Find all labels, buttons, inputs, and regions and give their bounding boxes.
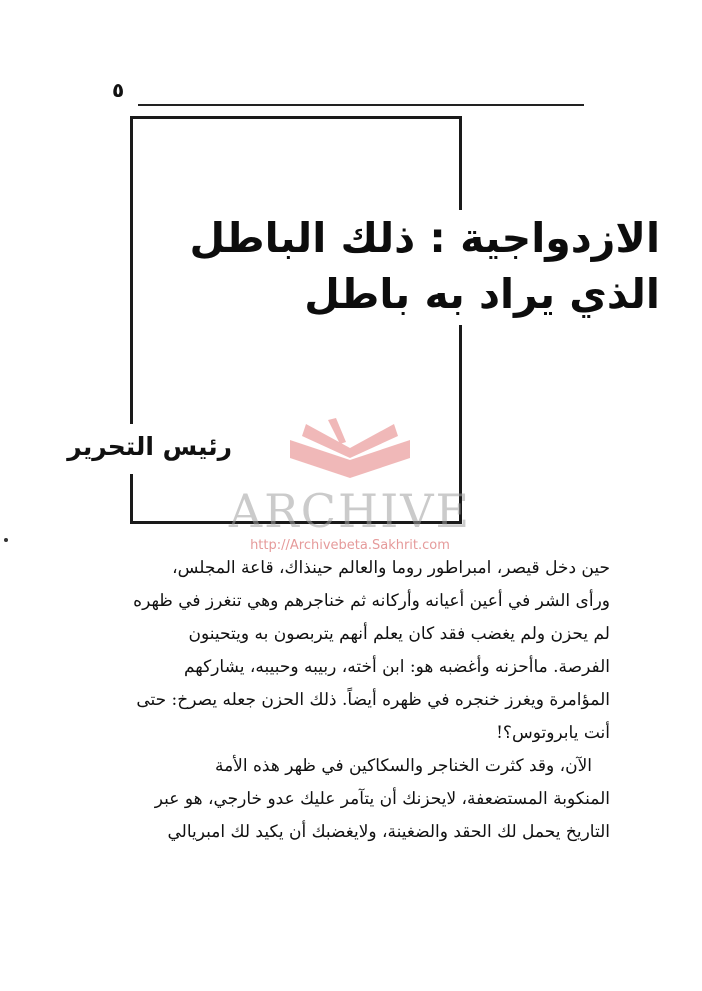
article-body (74, 552, 610, 849)
author-block (36, 424, 232, 474)
watermark-title: ARCHIVE (228, 484, 472, 538)
body-line: الآن، وقد كثرت الخناجر والسكاكين في ظهر هذه الأمة (214, 756, 592, 776)
body-line: المؤامرة ويغرز خنجره في ظهره أيضاً. ذلك الحزن جعله يصرخ: حتى (136, 690, 610, 710)
body-line: أنت يابروتوس؟! (496, 723, 610, 743)
article-title-block (189, 210, 660, 325)
body-line: التاريخ يحمل لك الحقد والضغينة، ولايغضبك أن يكيد لك امبريالي (167, 822, 610, 842)
article-title-line-2: الذي يراد به باطل (304, 270, 660, 318)
body-line: لم يحزن ولم يغضب فقد كان يعلم أنهم يتربصون به ويتحينون (188, 624, 610, 644)
top-rule (138, 104, 584, 106)
body-line: المنكوبة المستضعفة، لايحزنك أن يتآمر عليك عدو خارجي، هو عبر (154, 789, 610, 809)
watermark-url: http://Archivebeta.Sakhrit.com (250, 538, 450, 553)
body-line: الفرصة. ماأحزنه وأغضبه هو: ابن أخته، ربيبه وحبيبه، يشاركهم (183, 657, 610, 677)
margin-mark (4, 538, 8, 542)
body-line: حين دخل قيصر، امبراطور روما والعالم حينذاك، قاعة المجلس، (172, 558, 610, 578)
article-title-line-1: الازدواجية : ذلك الباطل (189, 214, 660, 262)
author-name: رئيس التحرير (67, 432, 232, 461)
body-line: ورأى الشر في أعين أعيانه وأركانه ثم خناجرهم وهي تنغرز في ظهره (133, 591, 610, 611)
page-number: ٥ (112, 78, 125, 102)
